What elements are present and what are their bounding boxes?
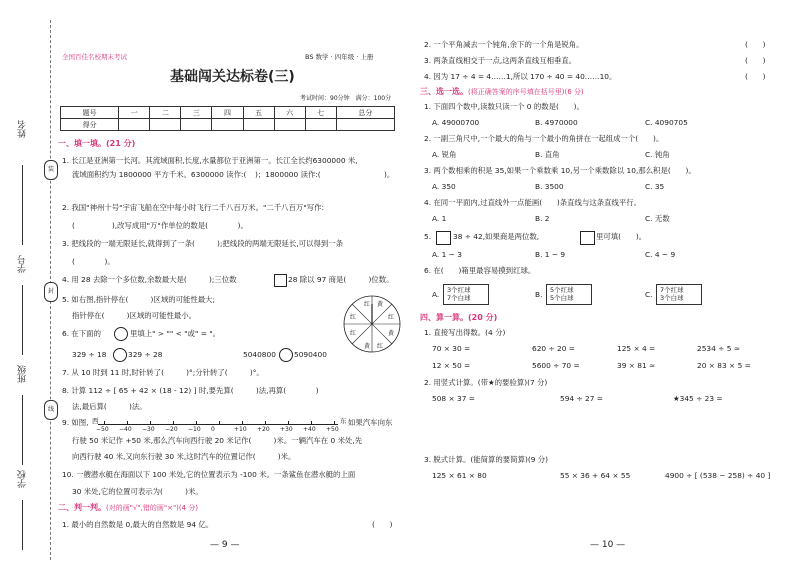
section-title-text: 三、选一选。 (420, 87, 468, 96)
calc-item: 39 × 81 ≈ (617, 361, 656, 370)
calc-item: 12 × 50 = (432, 361, 471, 370)
answer-paren[interactable]: ( ) (745, 56, 766, 65)
compare-expr: 329 ÷ 18 (72, 350, 107, 359)
question-text: 2. 我国"神州十号"宇宙飞船在空中每小时飞行二千八百万米。"二千八百万"写作: (62, 203, 324, 212)
box-line: 5个红球 (550, 286, 574, 294)
option[interactable]: B. 1 ~ 9 (535, 250, 566, 259)
question-text: 4. 因为 17 ÷ 4 = 4……1,所以 170 ÷ 40 = 40……10。 (424, 72, 617, 81)
question-text: 行驶 50 米记作 +50 米,那么汽车向西行驶 20 米记作( )米。一辆汽车在 0 米处,先 (72, 436, 363, 445)
question-text: )；1800000 读作:( (255, 170, 321, 179)
box-line: 7个红球 (660, 286, 684, 294)
score-cell[interactable] (150, 119, 181, 131)
answer-paren[interactable]: ( ) (745, 72, 766, 81)
option[interactable]: C. 无数 (645, 214, 670, 223)
score-header-cell: 三 (181, 107, 212, 119)
question-text: 3. 脱式计算。(能简算的要简算)(9 分) (424, 455, 549, 464)
school-line (22, 500, 23, 550)
option[interactable]: A. 锐角 (432, 150, 457, 159)
number-line-label: −10 (188, 426, 201, 433)
binding-strip (0, 0, 48, 576)
number-line-label: +40 (303, 426, 316, 433)
blank-square[interactable] (274, 274, 287, 287)
calc-item: 4900 ÷ [ (538 − 258) ÷ 40 ] (665, 471, 771, 480)
section-title (420, 86, 584, 97)
question-text: 6. 在( )箱里最容易摸到红球。 (424, 266, 536, 275)
compare-circle[interactable] (114, 327, 128, 341)
spinner-label: 黄 (364, 343, 371, 350)
score-header-cell: 总分 (336, 107, 394, 119)
option[interactable]: C. (645, 290, 653, 299)
direction-east: 东 (340, 417, 347, 425)
question-text: 3. 两个数相乘的积是 35,如果一个乘数乘 10,另一个乘数除以 10,那么积是( )。 (424, 166, 696, 175)
section-title-text: 二、判一判。 (58, 503, 106, 512)
number-line (98, 424, 338, 425)
score-header-cell: 题号 (61, 107, 119, 119)
question-text: 指针停在( )区域的可能性最小。 (72, 311, 197, 320)
spinner-label: 黄 (377, 301, 384, 308)
number-line-label: −50 (96, 426, 109, 433)
option[interactable]: A. 350 (432, 182, 456, 191)
question-text: 1. 长江是亚洲第一长河。其流域面积,长度,水量都位于亚洲第一。长江全长约6300000 米, (62, 156, 358, 165)
calc-item: 508 × 37 = (432, 394, 475, 403)
school-label: 学校 (18, 470, 28, 488)
ball-box (546, 284, 592, 305)
spinner-label: 红 (350, 330, 357, 337)
question-text: 4. 在同一平面内,过直线外一点能画( )条直线与这条直线平行。 (424, 198, 642, 207)
score-cell[interactable] (243, 119, 274, 131)
calc-item: 20 × 83 × 5 = (697, 361, 751, 370)
question-text: 5. 如右图,指针停在( )区域的可能性最大; (62, 295, 216, 304)
question-text: 7. 从 10 时到 11 时,时针转了( )°;分针转了( )°。 (62, 368, 264, 377)
box-line: 3个白球 (660, 294, 684, 302)
option[interactable]: C. 4090705 (645, 118, 688, 127)
question-text: 如果汽车向东 (348, 418, 393, 427)
option[interactable]: C. 钝角 (645, 150, 670, 159)
question-text: 1. 最小的自然数是 0,最大的自然数是 94 亿。 (62, 520, 214, 529)
question-text: 向西行驶 40 米,又向东行驶 30 米,这时汽车的位置记作( )米。 (72, 452, 296, 461)
ball-box (443, 284, 489, 305)
score-header-cell: 六 (274, 107, 305, 119)
question-text: 2. 用竖式计算。(带★的要验算)(7 分) (424, 378, 548, 387)
number-line-label: +20 (257, 426, 270, 433)
option[interactable]: A. 49000700 (432, 118, 480, 127)
class-label: 班级 (18, 365, 28, 383)
score-cell[interactable] (274, 119, 305, 131)
id-line (22, 285, 23, 355)
calc-item: 594 ÷ 27 = (560, 394, 603, 403)
section-title: 一、填一填。(21 分) (58, 139, 136, 148)
question-text: 2. 一副三角尺中,一个最大的角与一个最小的角拼在一起组成一个( )。 (424, 134, 664, 143)
calc-item: 5600 ÷ 70 = (532, 361, 580, 370)
question-text: 3. 两条直线相交于一点,这两条直线互相垂直。 (424, 56, 577, 65)
section-note: (对的画"√",错的画"×")(4 分) (106, 504, 199, 512)
section-note: (将正确答案的序号填在括号里)(6 分) (468, 88, 584, 96)
question-text: 8. 计算 112 ÷ [ 65 + 42 × (18 - 12) ] 时,要先算( )法,再算( ) (62, 386, 319, 395)
compare-expr: 5040800 (243, 350, 276, 359)
score-cell[interactable] (181, 119, 212, 131)
question-text: ( )。 (72, 257, 115, 266)
number-line-label: +10 (234, 426, 247, 433)
score-header-cell: 四 (212, 107, 243, 119)
question-text: 1. 下面四个数中,读数只读一个 0 的数是( )。 (424, 102, 584, 111)
section-title (58, 502, 198, 513)
question-text: 2. 一个平角减去一个钝角,余下的一个角是锐角。 (424, 40, 584, 49)
page-number: — 10 — (590, 540, 626, 550)
question-text: 4. 用 28 去除一个多位数,余数最大是( );三位数 (62, 275, 237, 284)
question-text: 9. 如图, (62, 418, 89, 427)
number-line-label: −40 (119, 426, 132, 433)
spinner-label: 红 (388, 314, 395, 321)
calc-item: 2534 ÷ 5 ≈ (697, 344, 740, 353)
number-line-label: 0 (211, 426, 215, 433)
calc-item: 125 × 61 × 80 (432, 471, 487, 480)
question-text: )。 (384, 170, 395, 179)
number-line-label: −30 (142, 426, 155, 433)
number-line-label: +50 (326, 426, 339, 433)
score-cell[interactable] (119, 119, 150, 131)
option[interactable]: A. 1 ~ 3 (432, 250, 462, 259)
calc-item: 70 × 30 = (432, 344, 471, 353)
spinner-figure (342, 294, 402, 354)
option[interactable]: B. 4970000 (535, 118, 578, 127)
question-text: 3. 把线段的一端无限延长,就得到了一条( );把线段的两端无限延长,可以得到一条 (62, 239, 344, 248)
score-header-cell: 二 (150, 107, 181, 119)
name-label: 姓名 (18, 120, 28, 138)
option[interactable]: C. 35 (645, 182, 665, 191)
question-text: 1. 直接写出得数。(4 分) (424, 328, 506, 337)
ball-box (656, 284, 702, 305)
question-text: 6. 在下面的 (62, 329, 101, 338)
page-number: — 9 — (210, 540, 240, 550)
question-text: 28 除以 97 商是( )位数。 (288, 275, 394, 284)
score-header-cell: 七 (305, 107, 336, 119)
score-row-label: 得分 (61, 119, 119, 131)
class-line (22, 395, 23, 465)
answer-paren[interactable]: ( ) (372, 520, 393, 529)
page-title: 基础闯关达标卷(三) (170, 69, 295, 85)
score-header-cell: 五 (243, 107, 274, 119)
option[interactable]: B. (535, 290, 543, 299)
header-subject: BS 数学 · 四年级 · 上册 (305, 53, 374, 61)
box-line: 3个红球 (447, 286, 471, 294)
binding-mark: 封 (44, 282, 58, 302)
calc-item: 55 × 36 + 64 × 55 (560, 471, 631, 480)
score-header-cell: 一 (119, 107, 150, 119)
question-text: 38 ÷ 42,如果商是两位数, (453, 232, 540, 241)
score-cell[interactable] (305, 119, 336, 131)
question-text: 流域面积约为 1800000 平方千米。6300000 读作:( (72, 170, 247, 179)
blank-square[interactable] (436, 231, 451, 245)
header-banner: 全国百佳名校期末考试 (62, 53, 127, 61)
number-line-label: +30 (280, 426, 293, 433)
question-text: 5. (424, 232, 432, 241)
question-text: ( ),改写成用"万"作单位的数是( )。 (72, 221, 248, 230)
option[interactable]: B. 直角 (535, 150, 560, 159)
blank-square[interactable] (580, 231, 595, 245)
option[interactable]: C. 4 ~ 9 (645, 250, 676, 259)
option[interactable]: B. 2 (535, 214, 550, 223)
section-title: 四、算一算。(20 分) (420, 313, 498, 322)
option[interactable]: B. 3500 (535, 182, 564, 191)
calc-item: ★345 ÷ 23 = (673, 394, 723, 403)
compare-expr: 329 ÷ 28 (128, 350, 163, 359)
box-line: 5个白球 (550, 294, 574, 302)
option[interactable]: A. 1 (432, 214, 447, 223)
spinner-label: 黄 (388, 330, 395, 337)
spinner-label: 红 (377, 343, 384, 350)
spinner-label: 红 (350, 314, 357, 321)
question-text: 法,最后算( )法。 (72, 402, 147, 411)
name-line (22, 165, 23, 245)
compare-circle[interactable] (279, 348, 293, 362)
calc-item: 125 × 4 = (617, 344, 656, 353)
score-cell[interactable] (336, 119, 394, 131)
id-label: 学号 (18, 255, 28, 273)
question-text: 30 米处,它的位置可表示为( )米。 (72, 487, 203, 496)
question-text: 10. 一艘潜水艇在海面以下 100 米处,它的位置表示为 -100 米。一条鲨鱼在潜水艇的上面 (62, 470, 356, 479)
answer-paren[interactable]: ( ) (745, 40, 766, 49)
binding-mark: 线 (44, 400, 58, 420)
question-text: 里填上" > "" < "或" = "。 (130, 329, 221, 338)
box-line: 7个白球 (447, 294, 471, 302)
compare-expr: 5090400 (294, 350, 327, 359)
option[interactable]: A. (432, 290, 440, 299)
number-line-tick (219, 421, 220, 425)
binding-mark: 装 (44, 160, 58, 180)
calc-item: 620 ÷ 20 = (532, 344, 575, 353)
exam-info: 考试时间：90分钟 满分：100分 (300, 95, 392, 102)
question-text: 里可填( )。 (596, 232, 647, 241)
spinner-label: 红 (364, 301, 371, 308)
number-line-label: −20 (165, 426, 178, 433)
score-cell[interactable] (212, 119, 243, 131)
compare-circle[interactable] (113, 348, 127, 362)
direction-west: 西 (92, 417, 99, 425)
score-table (60, 106, 395, 131)
